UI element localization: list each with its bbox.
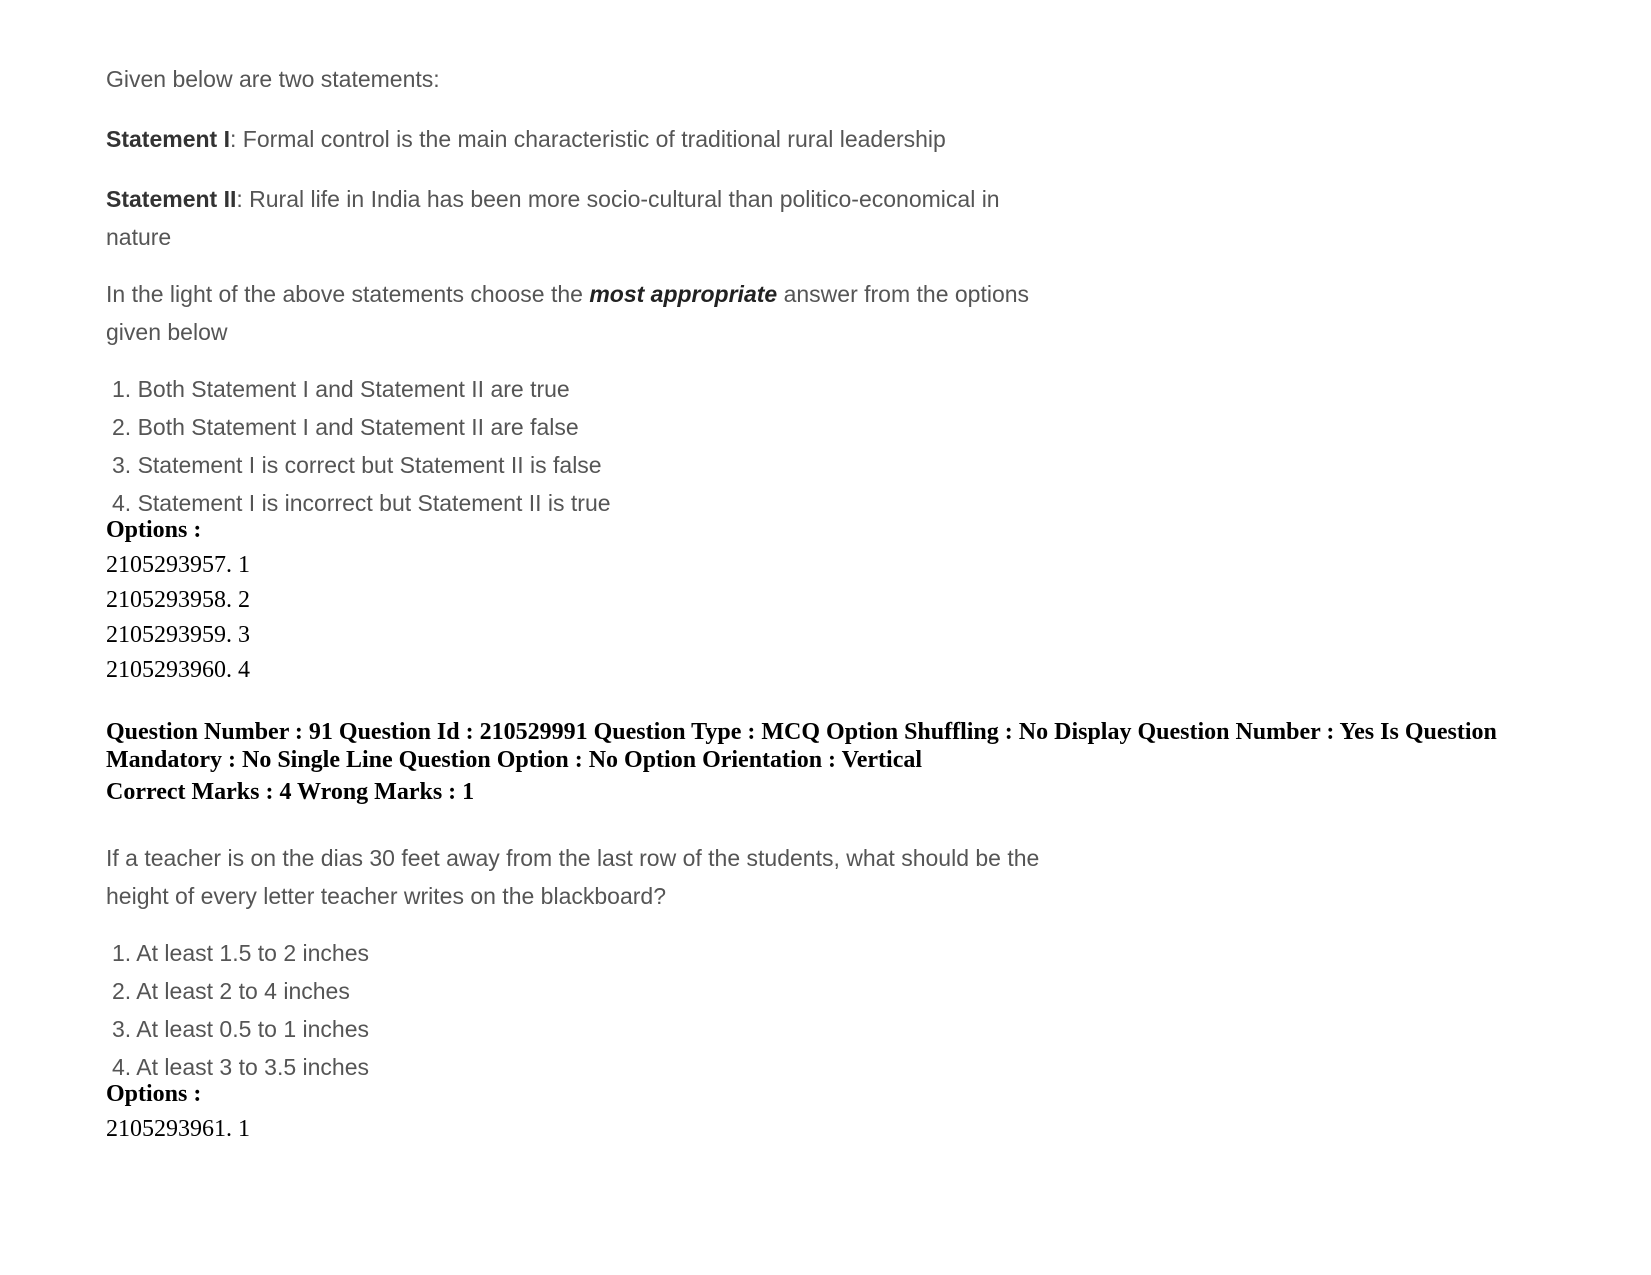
q90-choice: 3. Statement I is correct but Statement II is false [112,452,602,478]
option-id: 2105293959. 3 [106,622,250,648]
q90-choice: 1. Both Statement I and Statement II are true [112,376,570,402]
q91-question-line: height of every letter teacher writes on the blackboard? [106,883,666,909]
q91-question-text [106,839,1039,915]
options-heading: Options : [106,517,202,543]
options-heading: Options : [106,1081,202,1107]
q91-choice: 4. At least 3 to 3.5 inches [112,1054,369,1080]
option-id: 2105293961. 1 [106,1116,250,1142]
q90-choice-list [112,370,611,522]
q91-meta-line: Mandatory : No Single Line Question Option : No Option Orientation : Vertical [106,747,923,773]
q91-question-line: If a teacher is on the dias 30 feet away from the last row of the students, what should be the [106,845,1040,871]
instruction-text-continued: given below [106,319,228,345]
q91-choice-list [112,934,369,1086]
q90-instruction [106,275,1029,351]
option-id: 2105293960. 4 [106,657,250,683]
q91-choice: 1. At least 1.5 to 2 inches [112,940,369,966]
q91-metadata [106,718,1586,774]
q91-choice: 3. At least 0.5 to 1 inches [112,1016,369,1042]
q91-meta-line: Question Number : 91 Question Id : 210529991 Question Type : MCQ Option Shuffling : No Display Question Number : Yes Is Question [106,719,1497,745]
statement-2-text-continued: nature [106,224,172,250]
q91-options-block [106,1077,250,1147]
option-id: 2105293958. 2 [106,587,250,613]
option-id: 2105293957. 1 [106,552,250,578]
statement-2-text: : Rural life in India has been more socio-cultural than politico-economical in [236,186,1000,212]
q90-intro: Given below are two statements: [106,66,440,92]
statement-1-text: : Formal control is the main characteristic of traditional rural leadership [229,126,946,152]
q90-choice: 2. Both Statement I and Statement II are false [112,414,579,440]
statement-2-label: Statement II [106,186,237,212]
q90-choice: 4. Statement I is incorrect but Statement II is true [112,490,611,516]
q90-statement-1 [106,120,946,158]
instruction-text: In the light of the above statements choose the [106,281,590,307]
statement-1-label: Statement I [106,126,230,152]
q90-options-block [106,513,250,688]
instruction-text-after: answer from the options [777,281,1030,307]
q90-statement-2 [106,180,1000,256]
q91-choice: 2. At least 2 to 4 inches [112,978,350,1004]
instruction-emphasis: most appropriate [589,281,778,307]
q91-marks: Correct Marks : 4 Wrong Marks : 1 [106,779,475,805]
